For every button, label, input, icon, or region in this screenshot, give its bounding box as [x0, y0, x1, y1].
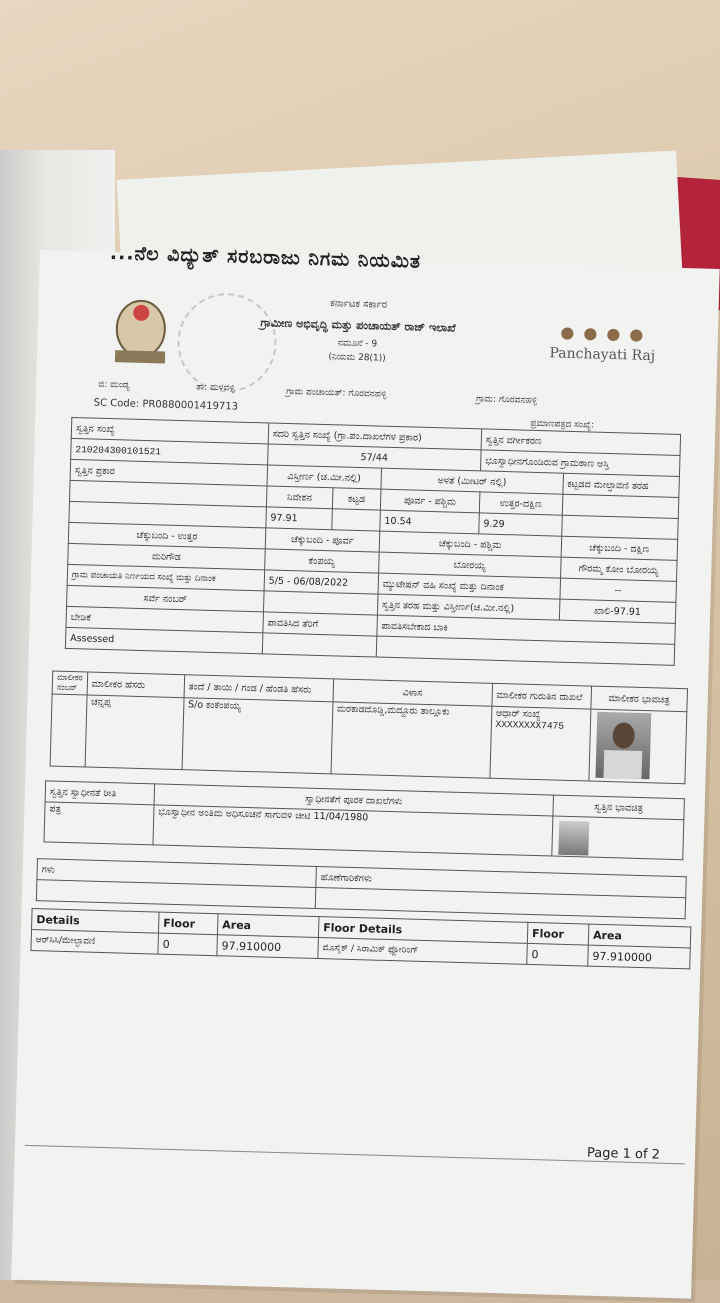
owner-name: ಚನ್ನಪ್ಪ — [85, 695, 184, 770]
owner-table — [50, 671, 688, 785]
floor-right-area: 97.910000 — [588, 945, 691, 969]
boundary-east: ಕೆಂಪಯ್ಯ — [264, 549, 379, 573]
assessed-status: Assessed — [65, 627, 262, 653]
ownership-method: ಪತ್ರ — [44, 802, 154, 845]
area-header-right: Area — [588, 924, 691, 948]
floor-left-type: ಆರ್‌ಸಿಸಿ/ಮೇಲ್ಛಾವಣಿ — [31, 930, 159, 955]
govt-title: ಕರ್ನಾಟಕ ಸರ್ಕಾರ — [330, 298, 388, 311]
floor-details-right-header: Floor Details — [318, 917, 528, 944]
boundary-south-label: ಚೆಕ್ಕುಬಂದಿ - ದಕ್ಷಿಣ — [561, 536, 678, 560]
building-label: ಕಟ್ಟಡ — [332, 488, 381, 510]
demand-label: ಬೇಡಿಕೆ — [66, 606, 263, 632]
resolution-value: 5/5 - 06/08/2022 — [264, 570, 379, 594]
type-area-label: ಸ್ವತ್ತಿನ ತರಹ ಮತ್ತು ವಿಸ್ತೀರ್ಣ(ಚ.ಮೀ.ನಲ್ಲಿ) — [377, 594, 559, 620]
property-photo-label: ಸ್ವತ್ತಿನ ಭಾವಚಿತ್ರ — [553, 795, 685, 820]
floor-right-number: 0 — [527, 943, 589, 966]
owner-relation: S/o ಕಂಕೆಂಪಯ್ಯ — [182, 698, 333, 774]
floor-header-left: Floor — [158, 912, 218, 935]
resolution-label: ಗ್ರಾಮ ಪಂಚಾಯತಿ ನಿರ್ಣಯದ ಸಂಖ್ಯೆ ಮತ್ತು ದಿನಾಂಕ — [67, 564, 264, 590]
floor-right-type: ಮೊಸೈಕ್ / ಸಿರಾಮಿಕ್ ಫ್ಲೋರಿಂಗ್ — [318, 938, 528, 965]
form-number: ನಮೂನೆ - 9 — [337, 338, 378, 350]
east-west-label: ಪೂರ್ವ - ಪಶ್ಚಿಮ — [380, 489, 480, 513]
liabilities-label: ಹೊಣೆಗಾರಿಕೆಗಳು — [316, 866, 686, 897]
floor-left-area: 97.910000 — [217, 935, 319, 959]
owner-id-label: ಮಾಲೀಕರ ಗುರುತಿನ ದಾಖಲೆ — [492, 683, 592, 709]
supporting-docs: ಭೂಸ್ವಾಧೀನ ಅಂತಿಮ ಅಧಿಸೂಚನೆ ಸಾಗುವಳಿ ಚೀಟಿ 11/04/1980 — [153, 805, 553, 856]
boundary-east-label: ಚೆಕ್ಕುಬಂದಿ - ಪೂರ್ವ — [265, 528, 380, 552]
boundary-west-label: ಚೆಕ್ಕುಬಂದಿ - ಪಶ್ಚಿಮ — [379, 531, 561, 557]
gram-panchayat: ಗ್ರಾಮ ಪಂಚಾಯತ್: ಗೊರವನಹಳ್ಳಿ — [285, 386, 387, 400]
old-number-label: ಸದರಿ ಸ್ವತ್ತಿನ ಸಂಖ್ಯೆ (ಗ್ರಾ.ಪಂ.ದಾಖಲೆಗಳ ಪ್ರಕಾರ) — [268, 423, 482, 450]
floor-details-left-header: Details — [32, 909, 160, 934]
measure-label: ಅಳತೆ (ಮೀಟರ್ ನಲ್ಲಿ) — [381, 468, 563, 494]
district: ಜಿ: ಮಂಡ್ಯ — [98, 379, 130, 391]
dept-title: ಗ್ರಾಮೀಣ ಅಭಿವೃದ್ಧಿ ಮತ್ತು ಪಂಚಾಯತ್ ರಾಜ್ ಇಲಾಖೆ — [260, 316, 456, 335]
village: ಗ್ರಾಮ: ಗೊರವನಹಳ್ಳಿ — [475, 394, 538, 406]
form-rule: (ನಿಯಮ 28(1)) — [328, 352, 386, 364]
site-area: 97.91 — [266, 507, 333, 530]
survey-label: ಸರ್ವೆ ನಂಬರ್ — [67, 585, 264, 611]
certificate-number: ಪ್ರಮಾಣಪತ್ರದ ಸಂಖ್ಯೆ: — [530, 418, 595, 431]
floor-header-right: Floor — [527, 922, 589, 945]
old-number: 57/44 — [267, 444, 481, 471]
property-id-label: ಸ್ವತ್ತಿನ ಸಂಖ್ಯೆ — [71, 417, 268, 443]
north-south-value: 9.29 — [479, 513, 562, 536]
due-label: ಪಾವತಿಸಬೇಕಾದ ಬಾಕಿ — [377, 615, 676, 644]
boundary-north-label: ಚೆಕ್ಕುಬಂದಿ - ಉತ್ತರ — [68, 522, 265, 548]
owner-address: ಮರಕಾಡದೊಡ್ಡಿ,ಮದ್ದೂರು ತಾಲ್ಲೂಕು — [331, 702, 492, 778]
aadhaar-number: XXXXXXXX7475 — [495, 718, 565, 732]
page-banner: ...ನೆಲ ವಿದ್ಯುತ್ ಸರಬರಾಜು ನಿಗಮ ನಿಯಮಿತ — [109, 241, 422, 273]
owner-photo-label: ಮಾಲೀಕರ ಭಾವಚಿತ್ರ — [591, 686, 688, 712]
liabilities-left-label: ಗಳು — [37, 859, 316, 888]
floor-table — [30, 908, 691, 969]
mutation-label: ಮ್ಯುಟೇಷನ್ ವಹಿ ಸಂಖ್ಯೆ ಮತ್ತು ದಿನಾಂಕ — [378, 573, 560, 599]
roof-type-label: ಕಟ್ಟಡದ ಮೇಲ್ಛಾವಣಿ ತರಹ — [563, 473, 680, 497]
owner-name-label: ಮಾಲೀಕರ ಹೆಸರು — [87, 672, 185, 698]
certificate-page — [11, 241, 719, 1299]
address-label: ವಿಳಾಸ — [333, 679, 493, 706]
boundary-west: ಬೋರಯ್ಯ — [378, 552, 560, 578]
classification-label: ಸ್ವತ್ತಿನ ವರ್ಗೀಕರಣ — [481, 429, 681, 456]
type-area-value: ಖಾಲಿ-97.91 — [559, 599, 676, 623]
state-emblem-icon — [105, 292, 177, 372]
page-number: Page 1 of 2 — [586, 1145, 661, 1163]
ownership-method-label: ಸ್ವತ್ತಿನ ಸ್ವಾಧೀನತೆ ರೀತಿ — [45, 781, 155, 805]
property-table — [65, 417, 681, 666]
property-id: 210204300101521 — [71, 438, 268, 464]
panchayati-raj-logo: ● ● ● ● Panchayati Raj — [549, 322, 656, 365]
boundary-south: ಗೌರಮ್ಮ ಕೋಂ ಬೋರಯ್ಯ — [560, 557, 677, 581]
footer-rule — [25, 1145, 685, 1164]
property-type-label: ಸ್ವತ್ತಿನ ಪ್ರಕಾರ — [70, 459, 267, 485]
area-label: ವಿಸ್ತೀರ್ಣ (ಚ.ಮೀ.ನಲ್ಲಿ) — [267, 465, 382, 489]
site-label: ನಿವೇಶನ — [266, 486, 333, 509]
property-photo — [558, 821, 589, 856]
owner-sl-label: ಮಾಲೀಕರ ನಂಬರ್ — [52, 671, 87, 695]
sc-code: SC Code: PR0880001419713 — [93, 397, 239, 413]
relation-label: ತಂದೆ / ತಾಯಿ / ಗಂಡ / ಹೆಂಡತಿ ಹೆಸರು — [184, 675, 334, 702]
supporting-docs-label: ಸ್ವಾಧೀನತೆಗೆ ಪೂರಕ ದಾಖಲೆಗಳು — [154, 784, 553, 816]
classification: ಭೂಸ್ವಾಧೀನಗೊಂಡಿರುವ ಗ್ರಾಮಠಾಣ ಅಸ್ತಿ — [480, 450, 680, 477]
east-west-value: 10.54 — [380, 510, 480, 534]
owner-photo — [595, 712, 651, 779]
aadhaar-label: ಆಧಾರ್ ಸಂಖ್ಯೆ — [495, 707, 541, 721]
floor-left-number: 0 — [158, 933, 218, 956]
boundary-north: ಮರಿಗೌಡ — [68, 543, 265, 569]
paid-tax-label: ಪಾವತಿಸಿದ ತೆರಿಗೆ — [263, 612, 378, 636]
taluk: ತಾ: ಮಳವಳ್ಳಿ — [196, 382, 235, 394]
area-header-left: Area — [217, 914, 319, 938]
mutation-value: -- — [560, 578, 677, 602]
ownership-table — [43, 780, 684, 860]
north-south-label: ಉತ್ತರ-ದಕ್ಷಿಣ — [479, 492, 562, 515]
